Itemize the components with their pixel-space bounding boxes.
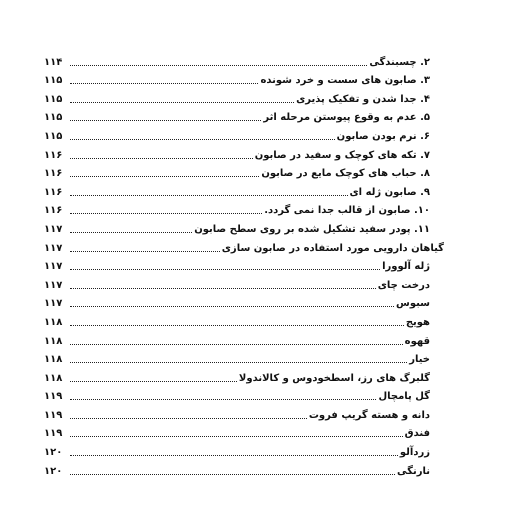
toc-entry — [44, 69, 444, 88]
toc-entry-title: ۱۱. پودر سفید تشکیل شده بر روی سطح صابون — [194, 223, 430, 235]
toc-entry-page: ۱۱۸ — [44, 316, 63, 328]
toc-entry-title: ۱۰. صابون از قالب جدا نمی گردد. — [264, 205, 430, 217]
toc-entry-title: زردآلو — [399, 447, 430, 459]
toc-entry-page: ۱۱۴ — [44, 56, 63, 68]
toc-entry-page: ۱۱۶ — [44, 186, 63, 198]
toc-entry — [44, 273, 444, 292]
toc-entry-title: ۵. عدم به وقوع پیوستن مرحله اثر — [263, 112, 430, 124]
toc-entry-page: ۱۱۸ — [44, 372, 63, 384]
dot-leader — [70, 418, 307, 419]
toc-entry-page: ۱۱۵ — [44, 93, 63, 105]
toc-entry-title: دانه و هسته گریپ فروت — [308, 409, 430, 421]
toc-entry-title: درخت چای — [377, 279, 430, 291]
toc-entry-title: ژله آلوورا — [382, 261, 430, 273]
dot-leader — [70, 381, 237, 382]
toc-entry — [44, 124, 444, 143]
toc-entry-title: قهوه — [404, 335, 430, 347]
toc-entry-title: خیار — [409, 354, 430, 366]
toc-entry-page: ۱۱۸ — [44, 335, 63, 347]
dot-leader — [70, 120, 261, 121]
dot-leader — [70, 139, 335, 140]
toc-entry — [44, 403, 444, 422]
toc-entry — [44, 366, 444, 385]
toc-entry — [44, 385, 444, 404]
toc-entry — [44, 143, 444, 162]
toc-entry-page: ۱۱۷ — [44, 298, 63, 310]
toc-entry-page: ۱۱۶ — [44, 205, 63, 217]
toc-entry-title: گیاهان دارویی مورد استفاده در صابون سازی — [221, 242, 444, 254]
toc-entry-page: ۱۱۵ — [44, 130, 63, 142]
toc-entry — [44, 87, 444, 106]
dot-leader — [70, 232, 192, 233]
dot-leader — [70, 195, 348, 196]
dot-leader — [70, 83, 258, 84]
toc-entry — [44, 106, 444, 125]
dot-leader — [70, 158, 253, 159]
dot-leader — [70, 269, 380, 270]
toc-entry — [44, 217, 444, 236]
dot-leader — [70, 65, 367, 66]
dot-leader — [70, 288, 376, 289]
dot-leader — [70, 213, 262, 214]
toc-entry-page: ۱۱۶ — [44, 149, 63, 161]
toc-entry-page: ۱۱۶ — [44, 168, 63, 180]
toc-entry-title: فندق — [404, 428, 430, 440]
toc-entry — [44, 440, 444, 459]
toc-entry — [44, 459, 444, 478]
dot-leader — [70, 306, 394, 307]
toc-entry — [44, 255, 444, 274]
toc-entry-page: ۱۱۷ — [44, 223, 63, 235]
toc-entry-page: ۱۱۵ — [44, 75, 63, 87]
dot-leader — [70, 344, 403, 345]
toc-entry-title: ۷. تکه های کوچک و سفید در صابون — [254, 149, 430, 161]
toc-entry-page: ۱۱۵ — [44, 112, 63, 124]
dot-leader — [70, 399, 376, 400]
toc-entry — [44, 180, 444, 199]
toc-entry — [44, 236, 444, 255]
dot-leader — [70, 436, 403, 437]
dot-leader — [70, 474, 395, 475]
toc-entry-page: ۱۱۷ — [44, 279, 63, 291]
toc-entry-title: نارنگی — [397, 465, 430, 477]
toc-entry-page: ۱۱۷ — [44, 242, 63, 254]
toc-entry — [44, 422, 444, 441]
toc-entry-title: ۴. جدا شدن و تفکیک پذیری — [296, 93, 430, 105]
toc-entry-title: ۲. چسبندگی — [369, 56, 430, 68]
toc-entry-title: گل پامچال — [378, 391, 430, 403]
table-of-contents — [44, 50, 444, 478]
dot-leader — [70, 455, 398, 456]
toc-entry-page: ۱۱۸ — [44, 354, 63, 366]
toc-entry — [44, 199, 444, 218]
toc-entry-page: ۱۲۰ — [44, 447, 63, 459]
toc-entry-title: سبوس — [396, 298, 430, 310]
toc-entry-title: ۹. صابون ژله ای — [349, 186, 430, 198]
dot-leader — [70, 102, 294, 103]
toc-entry-title: ۶. نرم بودن صابون — [336, 130, 430, 142]
toc-entry-title: ۳. صابون های سست و خرد شونده — [260, 75, 430, 87]
toc-entry — [44, 50, 444, 69]
toc-entry-page: ۱۱۹ — [44, 428, 63, 440]
dot-leader — [70, 176, 259, 177]
toc-entry — [44, 292, 444, 311]
dot-leader — [70, 251, 220, 252]
dot-leader — [70, 325, 404, 326]
toc-entry-page: ۱۲۰ — [44, 465, 63, 477]
toc-entry-page: ۱۱۹ — [44, 391, 63, 403]
toc-entry-title: ۸. حباب های کوچک مایع در صابون — [261, 168, 430, 180]
toc-entry — [44, 162, 444, 181]
toc-entry-title: هویج — [405, 316, 430, 328]
toc-entry-title: گلبرگ های رز، اسطخودوس و کالاندولا — [238, 372, 430, 384]
toc-entry-page: ۱۱۹ — [44, 409, 63, 421]
toc-entry — [44, 348, 444, 367]
dot-leader — [70, 362, 407, 363]
toc-entry — [44, 329, 444, 348]
toc-entry-page: ۱۱۷ — [44, 261, 63, 273]
toc-entry — [44, 310, 444, 329]
